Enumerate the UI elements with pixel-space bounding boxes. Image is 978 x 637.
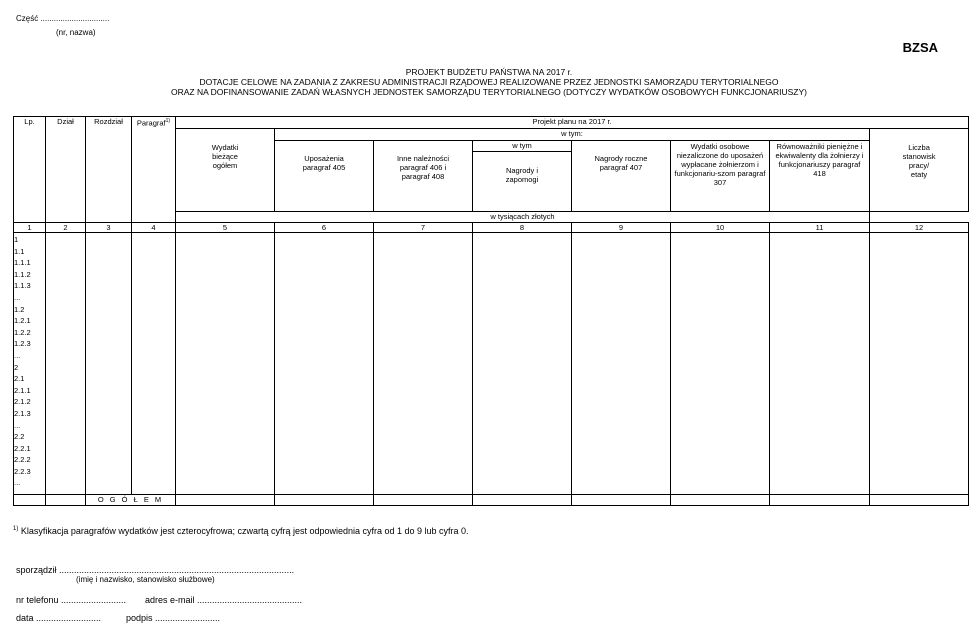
colnum-2: 2 [46, 223, 86, 233]
col6-values[interactable] [275, 233, 374, 495]
col5-values[interactable] [176, 233, 275, 495]
lp-row: 2.1.3 [14, 408, 31, 418]
telefon-field[interactable]: nr telefonu .......................... [16, 595, 127, 605]
lp-column [14, 233, 46, 495]
col8-values[interactable] [473, 233, 572, 495]
header-rozdzial: Rozdział [86, 117, 132, 223]
header-col12: Liczba stanowisk pracy/ etaty [870, 129, 969, 212]
header-units: w tysiącach złotych [176, 212, 870, 223]
ogolem-col8[interactable] [473, 495, 572, 506]
header-col7: Inne należności paragraf 406 i paragraf 408 [374, 141, 473, 212]
colnum-6: 6 [275, 223, 374, 233]
colnum-5: 5 [176, 223, 275, 233]
title-line-3: ORAZ NA DOFINANSOWANIE ZADAŃ WŁASNYCH JEDNOSTEK SAMORZĄDU TERYTORIALNEGO (DOTYCZY WYDATKÓW OSOBOWYCH FUNKCJONARIUSZY) [171, 87, 807, 98]
lp-row: ... [14, 420, 21, 430]
header-dzial: Dział [46, 117, 86, 223]
lp-row: 1.1.3 [14, 281, 31, 291]
lp-row: ... [14, 478, 21, 488]
lp-row: ... [14, 292, 21, 302]
colnum-4: 4 [132, 223, 176, 233]
header-col5: Wydatki bieżące ogółem [176, 129, 275, 212]
header-w-tym: w tym: [275, 129, 870, 141]
ogolem-lp [14, 495, 46, 506]
colnum-9: 9 [572, 223, 671, 233]
lp-row: 2.1 [14, 374, 25, 384]
footnote-text: Klasyfikacja paragrafów wydatków jest czterocyfrowa; czwartą cyfrą jest odpowiednia cyfra od 1 do 9 lub cyfra 0. [20, 526, 469, 536]
colnum-11: 11 [770, 223, 870, 233]
colnum-12: 12 [870, 223, 969, 233]
header-col9: Nagrody roczne paragraf 407 [572, 141, 671, 212]
lp-row: 1.1.1 [14, 258, 31, 268]
col9-values[interactable] [572, 233, 671, 495]
form-code: BZSA [902, 40, 938, 55]
sporzadzil-caption: (imię i nazwisko, stanowisko służbowe) [76, 575, 215, 584]
ogolem-label: O G Ó Ł E M [86, 495, 176, 506]
ogolem-col7[interactable] [374, 495, 473, 506]
lp-row: 2.1.1 [14, 385, 31, 395]
lp-row: 1.2.2 [14, 327, 31, 337]
lp-row: 2.2 [14, 432, 25, 442]
colnum-7: 7 [374, 223, 473, 233]
colnum-3: 3 [86, 223, 132, 233]
lp-row: 1.2 [14, 304, 25, 314]
budget-table [13, 116, 969, 506]
col12-values[interactable] [870, 233, 969, 495]
lp-row: 1 [14, 235, 19, 244]
lp-row: 2.2.3 [14, 466, 31, 476]
header-col8: Nagrody i zapomogi [473, 152, 572, 212]
lp-row: 1.1 [14, 246, 25, 256]
lp-row: 1.2.1 [14, 316, 31, 326]
czesc-field: Część ............................... [16, 14, 110, 23]
lp-row: ... [14, 350, 21, 360]
ogolem-col11[interactable] [770, 495, 870, 506]
rozdzial-column[interactable] [86, 233, 132, 495]
col11-values[interactable] [770, 233, 870, 495]
email-field[interactable]: adres e-mail .......................................... [145, 595, 303, 605]
title-line-2: DOTACJE CELOWE NA ZADANIA Z ZAKRESU ADMINISTRACJI RZĄDOWEJ REALIZOWANE PRZEZ JEDNOSTKI SAMORZĄDU TERYTORIALNEGO [199, 77, 779, 88]
header-paragraf-label: Paragraf [136, 118, 166, 128]
ogolem-col10[interactable] [671, 495, 770, 506]
footnote-marker: 1) [13, 526, 19, 532]
title-line-1: PROJEKT BUDŻETU PAŃSTWA NA 2017 r. [405, 67, 573, 77]
paragraf-column[interactable] [132, 233, 176, 495]
lp-row: 1.1.2 [14, 269, 31, 279]
header-col11: Równoważniki pieniężne i ekwiwalenty dla żołnierzy i funkcjonariuszy paragraf 418 [770, 141, 870, 212]
czesc-caption: (nr, nazwa) [56, 28, 96, 37]
ogolem-dzial [46, 495, 86, 506]
header-col10: Wydatki osobowe niezaliczone do uposażeń wypłacane żołnierzom i funkcjonariu-szom paragraf 307 [671, 141, 770, 212]
podpis-field[interactable]: podpis .......................... [126, 613, 221, 623]
lp-row: 2 [14, 362, 19, 372]
ogolem-col12[interactable] [870, 495, 969, 506]
footnote [13, 526, 469, 536]
data-field[interactable]: data .......................... [16, 613, 102, 623]
header-paragraf [132, 117, 176, 223]
colnum-1: 1 [14, 223, 46, 233]
sporzadzil-field[interactable]: sporządził .............................................................................................. [16, 565, 295, 575]
ogolem-col5[interactable] [176, 495, 275, 506]
lp-row: 2.2.1 [14, 443, 31, 453]
ogolem-col6[interactable] [275, 495, 374, 506]
lp-row: 1.2.3 [14, 339, 31, 349]
header-w-tym-2: w tym [473, 141, 572, 152]
col10-values[interactable] [671, 233, 770, 495]
dzial-column[interactable] [46, 233, 86, 495]
header-paragraf-footnote: 1) [165, 118, 171, 124]
ogolem-col9[interactable] [572, 495, 671, 506]
header-lp: Lp. [14, 117, 46, 223]
colnum-10: 10 [671, 223, 770, 233]
header-col6: Uposażenia paragraf 405 [275, 141, 374, 212]
col7-values[interactable] [374, 233, 473, 495]
header-projekt-planu: Projekt planu na 2017 r. [176, 117, 969, 129]
lp-row: 2.1.2 [14, 397, 31, 407]
colnum-8: 8 [473, 223, 572, 233]
lp-row: 2.2.2 [14, 455, 31, 465]
document-title [0, 67, 978, 98]
